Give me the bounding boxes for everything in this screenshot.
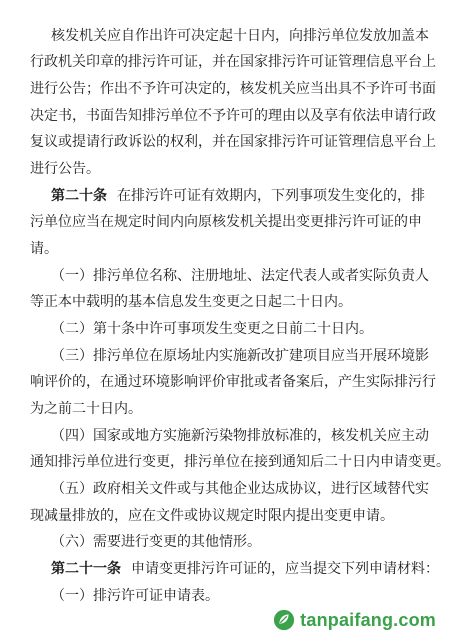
watermark-text: tanpaifang.com xyxy=(300,609,436,630)
text-line: 等正本中载明的基本信息发生变更之日起二十日内。 xyxy=(30,294,352,310)
article-number: 第二十条 xyxy=(51,188,107,204)
text-line: 核发机关应自作出许可决定起十日内，向排污单位发放加盖本 xyxy=(51,28,429,44)
text-line: （五）政府相关文件或与其他企业达成协议，进行区域替代实 xyxy=(51,481,429,497)
article-text: 申请变更排污许可证的，应当提交下列申请材料： xyxy=(131,561,439,577)
text-line: 进行公告。 xyxy=(30,161,100,177)
text-line: 污单位应当在规定时间内向原核发机关提出变更排污许可证的申 xyxy=(30,214,422,230)
text-line: （三）排污单位在原场址内实施新改扩建项目应当开展环境影 xyxy=(51,348,429,364)
text-line: （二）第十条中许可事项发生变更之日前二十日内。 xyxy=(51,321,373,337)
text-line: （一）排污许可证申请表。 xyxy=(51,588,219,604)
text-line: （四）国家或地方实施新污染物排放标准的，核发机关应主动 xyxy=(51,428,429,444)
text-line: 响评价的，在通过环境影响评价审批或者备案后，产生实际排污行 xyxy=(30,374,436,390)
text-line: 进行公告；作出不予许可决定的，核发机关应当出具不予许可书面 xyxy=(30,81,436,97)
text-line: （一）排污单位名称、注册地址、法定代表人或者实际负责人 xyxy=(51,268,429,284)
text-line: 行政机关印章的排污许可证，并在国家排污许可证管理信息平台上 xyxy=(30,54,436,70)
tanpaifang-logo-icon xyxy=(273,609,295,631)
text-line: （六）需要进行变更的其他情形。 xyxy=(51,534,261,550)
watermark xyxy=(273,607,436,633)
article-number: 第二十一条 xyxy=(51,561,121,577)
text-line: 决定书，书面告知排污单位不予许可的理由以及享有依法申请行政 xyxy=(30,108,436,124)
text-line: 通知排污单位进行变更，排污单位在接到通知后二十日内申请变更。 xyxy=(30,454,450,470)
text-line: 为之前二十日内。 xyxy=(30,401,142,417)
text-line xyxy=(51,186,425,206)
text-line xyxy=(51,559,439,579)
text-line: 复议或提请行政诉讼的权利，并在国家排污许可证管理信息平台上 xyxy=(30,134,436,150)
text-line: 现减量排放的，应在文件或协议规定时限内提出变更申请。 xyxy=(30,508,394,524)
text-line: 请。 xyxy=(30,241,58,257)
article-text: 在排污许可证有效期内，下列事项发生变化的，排 xyxy=(117,188,425,204)
